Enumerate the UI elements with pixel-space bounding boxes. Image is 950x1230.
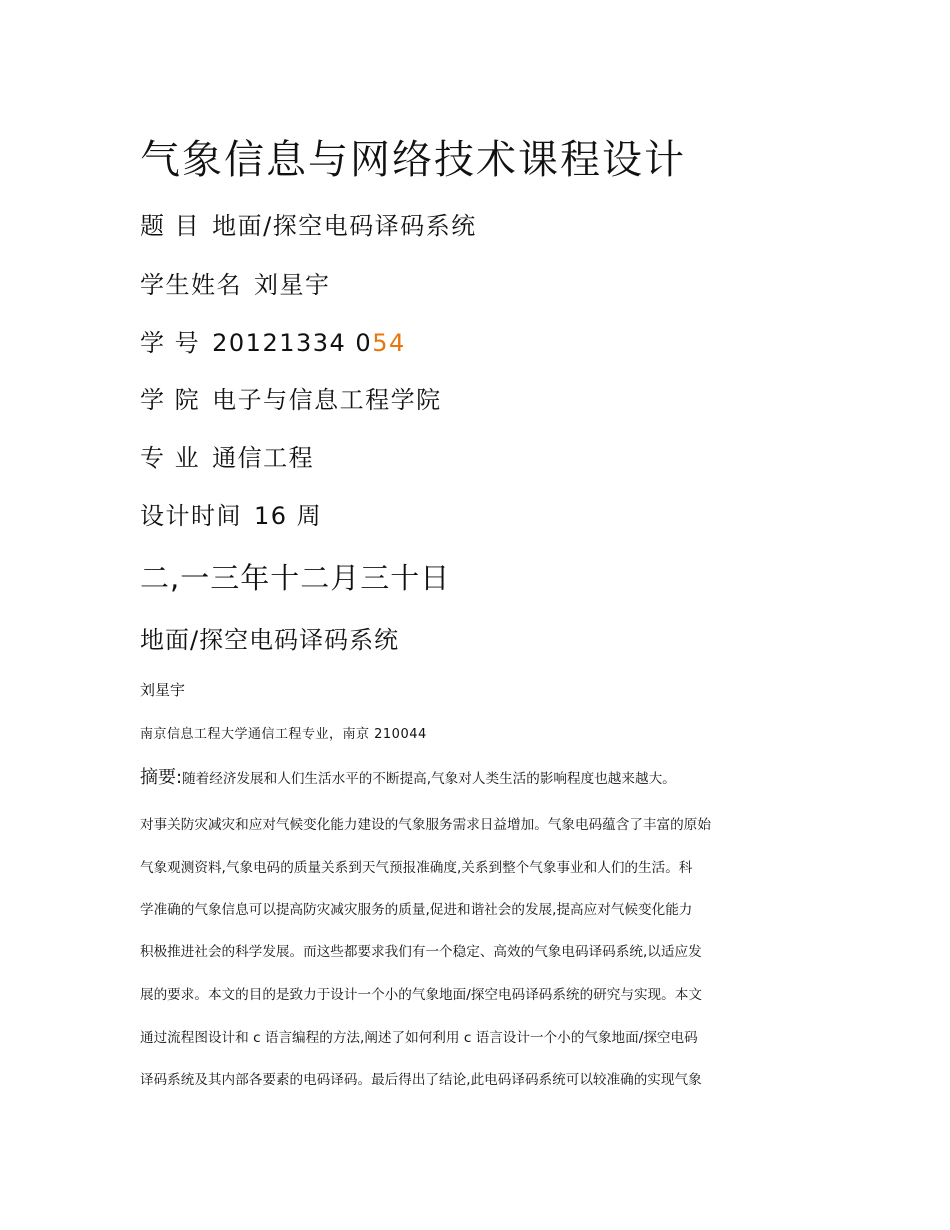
abstract-line: 对事关防灾减灾和应对气候变化能力建设的气象服务需求日益增加。气象电码蕴含了丰富的原始 [140,817,711,833]
abstract-line: 气象观测资料,气象电码的质量关系到天气预报准确度,关系到整个气象事业和人们的生活。科 [140,860,693,876]
topic-label: 题 目 [140,212,201,240]
paper-title: 地面/探空电码译码系统 [140,626,400,654]
student-id-row [140,323,406,358]
major-value: 通信工程 [212,444,315,472]
abstract-label: 摘要: [140,767,183,788]
design-time-label: 设计时间 [140,502,242,530]
topic-row [140,206,477,241]
design-time-row [140,496,322,531]
abstract-line: 展的要求。本文的目的是致力于设计一个小的气象地面/探空电码译码系统的研究与实现。本文 [140,987,702,1003]
topic-value: 地面/探空电码译码系统 [212,212,477,240]
document-title: 气象信息与网络技术课程设计 [140,137,686,183]
student-id-accent-digits: 54 [372,329,406,357]
major-row [140,438,314,473]
abstract-line: 译码系统及其内部各要素的电码译码。最后得出了结论,此电码译码系统可以较准确的实现气象 [140,1072,702,1088]
author-affiliation: 南京信息工程大学通信工程专业，南京 210044 [140,727,427,742]
student-name-value: 刘星宇 [254,271,331,299]
design-time-value: 16 周 [254,502,323,530]
student-id-label: 学 号 [140,329,201,357]
document-date: 二,一三年十二月三十日 [140,561,451,595]
abstract-text: 随着经济发展和人们生活水平的不断提高,气象对人类生活的影响程度也越来越大。 [182,771,676,787]
student-name-label: 学生姓名 [140,271,242,299]
major-label: 专 业 [140,444,201,472]
student-id-value: 20121334 0 [212,329,373,357]
college-value: 电子与信息工程学院 [212,386,442,414]
document-page [140,0,820,1230]
abstract-line [140,763,676,789]
college-label: 学 院 [140,386,201,414]
abstract-line: 通过流程图设计和 c 语言编程的方法,阐述了如何利用 c 语言设计一个小的气象地面/探空电码 [140,1030,698,1046]
abstract-line: 积极推进社会的科学发展。而这些都要求我们有一个稳定、高效的气象电码译码系统,以适应发 [140,944,702,960]
student-name-row [140,265,331,300]
abstract-line: 学准确的气象信息可以提高防灾减灾服务的质量,促进和谐社会的发展,提高应对气候变化能力 [140,902,693,918]
paper-author: 刘星宇 [140,681,186,699]
college-row [140,380,442,415]
